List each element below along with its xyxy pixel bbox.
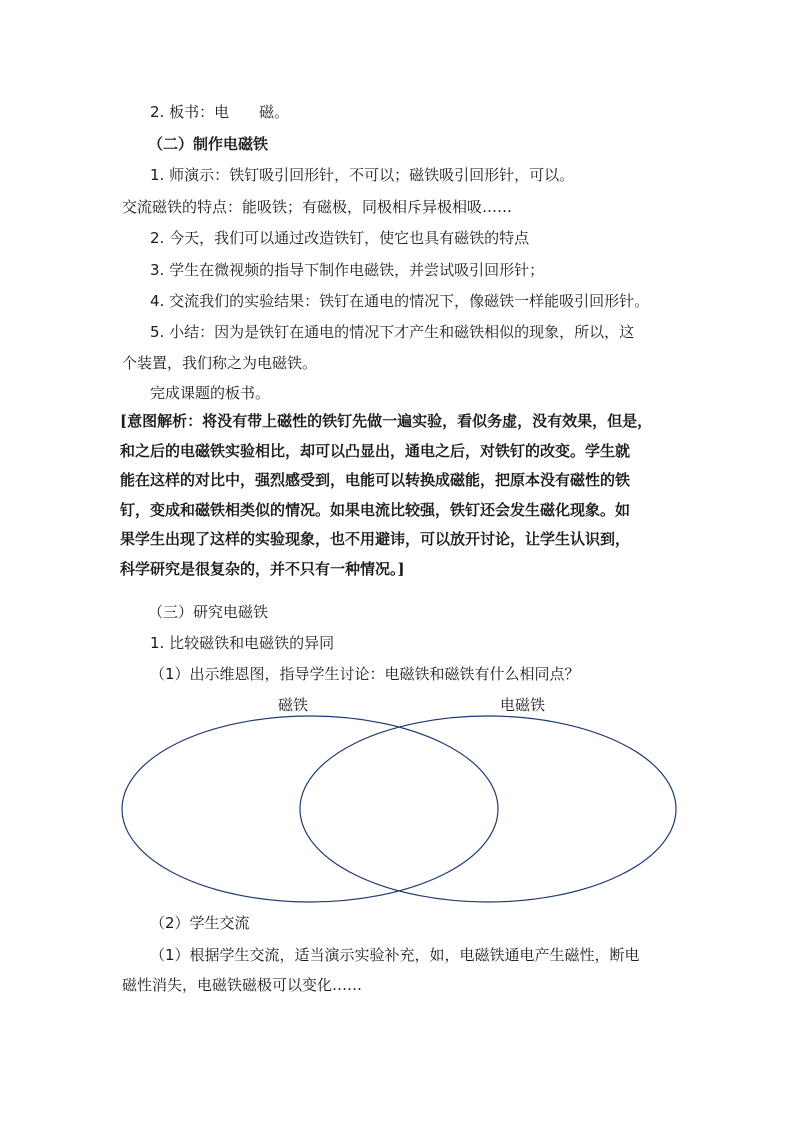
section2-p2: 交流磁铁的特点：能吸铁；有磁极，同极相斥异极相吸…… (122, 198, 513, 216)
section3-p1: 1. 比较磁铁和电磁铁的异同 (150, 634, 335, 652)
note-line: 能在这样的对比中，强烈感受到，电能可以转换成磁能，把原本没有磁性的铁 (120, 471, 631, 489)
board-writing-char: 磁。 (259, 103, 290, 121)
section2-p6a: 5. 小结：因为是铁钉在通电的情况下才产生和磁铁相似的现象，所以，这 (150, 323, 635, 341)
venn-diagram (110, 712, 690, 912)
section3-p2: （1）出示维恩图，指导学生讨论：电磁铁和磁铁有什么相同点？ (150, 665, 580, 683)
section3-p3: （2）学生交流 (150, 914, 250, 932)
note-line: 和之后的电磁铁实验相比，却可以凸显出，通电之后，对铁钉的改变。学生就 (120, 441, 631, 460)
section3-heading: （三）研究电磁铁 (148, 603, 269, 621)
section2-p4: 3. 学生在微视频的指导下制作电磁铁，并尝试吸引回形针； (150, 261, 545, 279)
note-line: 钉，变成和磁铁相类似的情况。如果电流比较强，铁钉还会发生磁化现象。如 (120, 500, 631, 519)
section2-p3: 2. 今天，我们可以通过改造铁钉，使它也具有磁铁的特点 (150, 229, 530, 247)
board-writing-label: 2. 板书：电 (150, 103, 230, 121)
section2-p5: 4. 交流我们的实验结果：铁钉在通电的情况下，像磁铁一样能吸引回形针。 (150, 292, 650, 310)
note-line: 果学生出现了这样的实验现象，也不用避讳，可以放开讨论，让学生认识到， (120, 530, 631, 548)
design-intent-note (120, 407, 680, 584)
venn-label-electromagnet: 电磁铁 (500, 696, 546, 714)
section2-p1: 1. 师演示：铁钉吸引回形针，不可以；磁铁吸引回形针，可以。 (150, 166, 575, 184)
section2-p6b: 个装置，我们称之为电磁铁。 (122, 354, 318, 372)
note-line: 科学研究是很复杂的，并不只有一种情况。] (120, 559, 405, 578)
section3-p4b: 磁性消失，电磁铁磁极可以变化…… (122, 976, 363, 994)
section2-heading: （二）制作电磁铁 (148, 135, 269, 153)
venn-circle-magnet (122, 716, 498, 902)
venn-label-magnet: 磁铁 (278, 696, 309, 714)
venn-circle-electromagnet (300, 716, 676, 902)
board-writing-line (150, 102, 289, 122)
section2-p7: 完成课题的板书。 (150, 384, 271, 402)
section3-p4a: （1）根据学生交流，适当演示实验补充，如，电磁铁通电产生磁性，断电 (150, 946, 640, 964)
note-line: [意图解析：将没有带上磁性的铁钉先做一遍实验，看似务虚，没有效果，但是， (120, 412, 653, 430)
